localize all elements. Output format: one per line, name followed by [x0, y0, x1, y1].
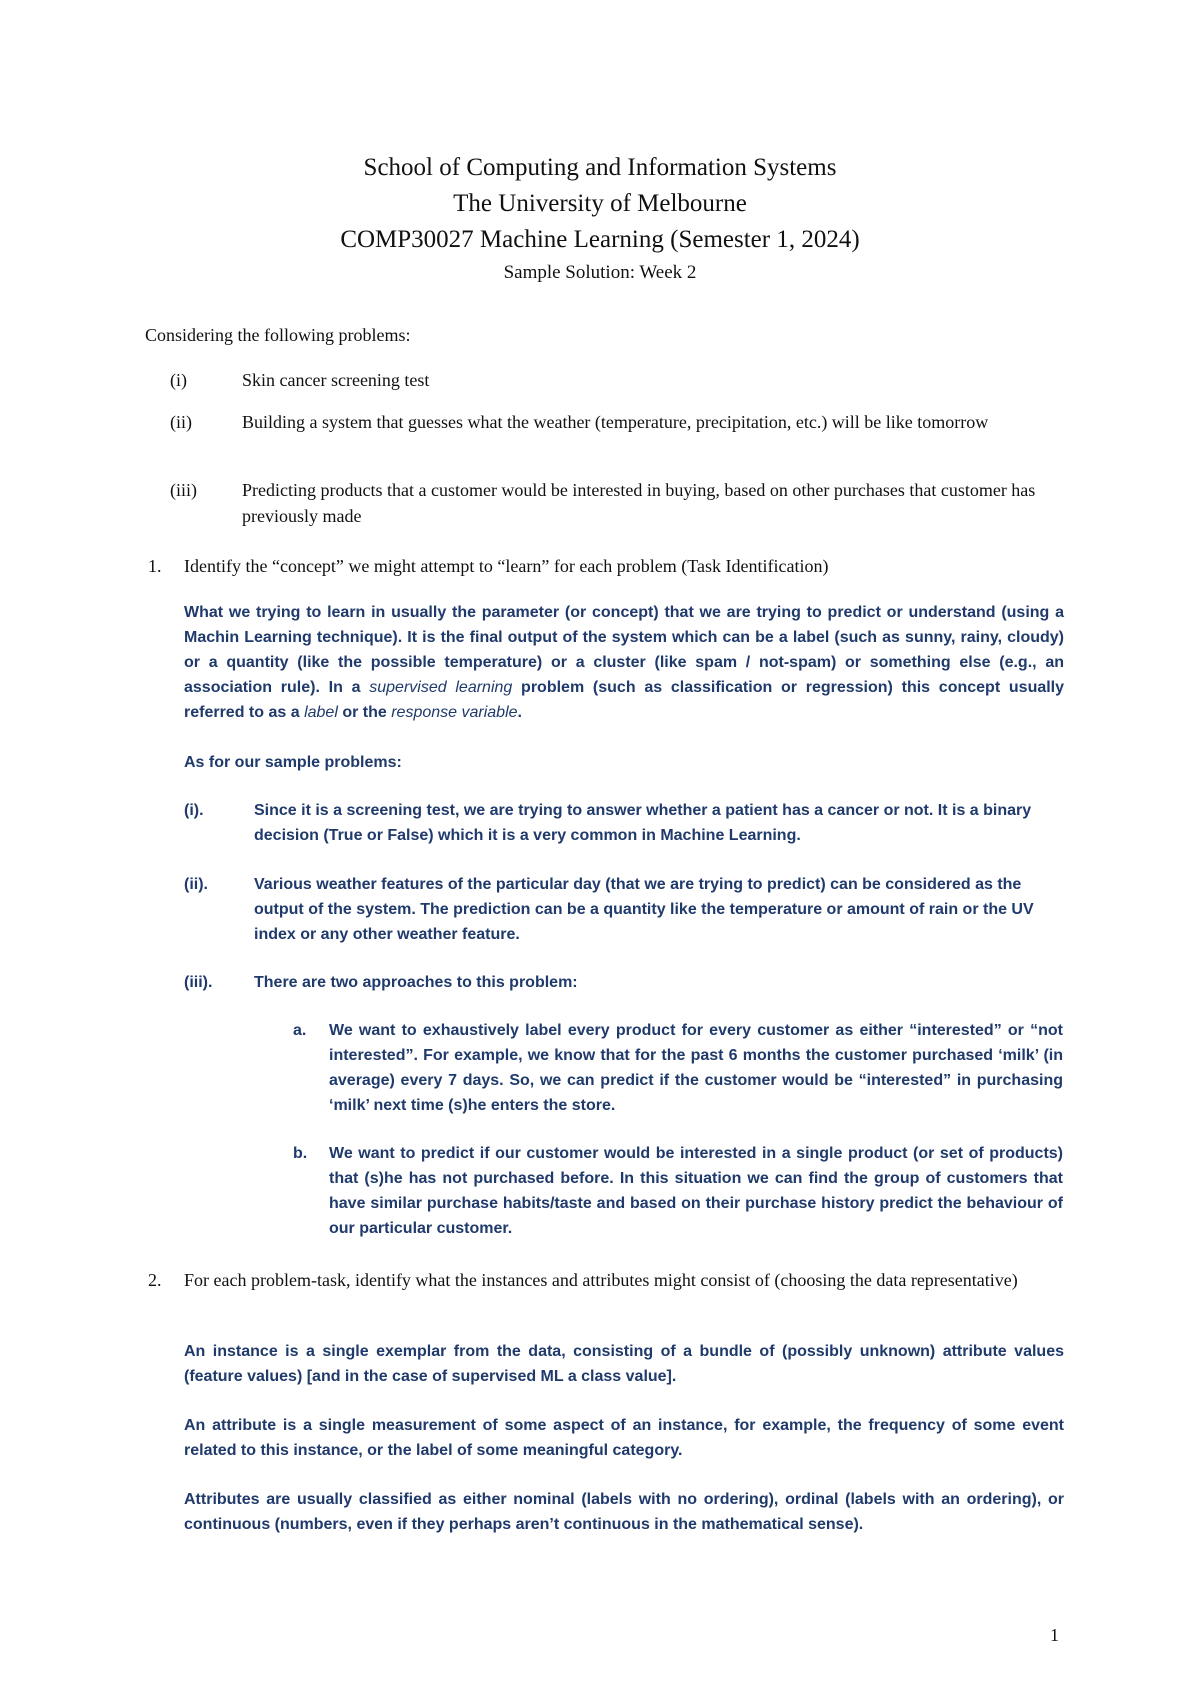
page-number: 1 — [1050, 1625, 1059, 1645]
approach-item — [293, 1018, 1063, 1118]
answer-item-number: (ii). — [184, 876, 208, 893]
answer-item — [184, 798, 1064, 848]
document-header — [0, 150, 1200, 288]
question-number: 2. — [148, 1270, 162, 1290]
school-name: School of Computing and Information Systems — [363, 154, 837, 181]
answer-item-text: Since it is a screening test, we are trying to answer whether a patient has a cancer or not. It is a binary decision (True or False) which it is a very common in Machine Learning. — [254, 802, 1032, 844]
answer-item-text: Various weather features of the particular day (that we are trying to predict) can be considered as the output of the system. The prediction can be a quantity like the temperature or amount of rain or the UV index or any other weather feature. — [254, 876, 1034, 943]
question-number: 1. — [148, 556, 162, 576]
approach-item — [293, 1141, 1063, 1241]
answer-item — [184, 970, 1064, 995]
question-1 — [148, 553, 1063, 579]
question-2 — [148, 1267, 1063, 1293]
answer-paragraph: Attributes are usually classified as either nominal (labels with no ordering), ordinal (labels with an ordering), or continuous (numbers, even if they perhaps aren’t continuous in the mathematical sense). — [184, 1491, 1064, 1533]
problem-number: (i) — [170, 370, 187, 390]
approach-text: We want to exhaustively label every product for every customer as either “interested” or “not interested”. For example, we know that for the past 6 months the customer purchased ‘milk’ (in average) every 7 days. So, we can predict if the customer would be “interested” in purchasing ‘milk’ next time (s)he enters the store. — [329, 1022, 1063, 1114]
problem-item — [170, 409, 1060, 435]
approach-letter: b. — [293, 1145, 308, 1162]
intro-text: Considering the following problems: — [145, 325, 411, 345]
sample-heading: As for our sample problems: — [184, 754, 402, 771]
question-text: For each problem-task, identify what the instances and attributes might consist of (choosing the data representative) — [184, 1270, 1018, 1290]
answer-paragraph: An attribute is a single measurement of some aspect of an instance, for example, the frequency of some event related to this instance, or the label of some meaningful category. — [184, 1417, 1064, 1459]
university-name: The University of Melbourne — [453, 190, 747, 217]
answer-item — [184, 872, 1064, 947]
problem-number: (iii) — [170, 480, 197, 500]
problem-item — [170, 477, 1060, 529]
problem-item — [170, 367, 1060, 393]
problem-text: Skin cancer screening test — [242, 370, 430, 390]
problem-number: (ii) — [170, 412, 192, 432]
answer-item-text: There are two approaches to this problem: — [254, 974, 578, 991]
course-title: COMP30027 Machine Learning (Semester 1, 2024) — [340, 226, 860, 253]
problem-text: Predicting products that a customer would be interested in buying, based on other purchases that customer has previously made — [242, 480, 1036, 526]
answer-item-number: (iii). — [184, 974, 213, 991]
problem-text: Building a system that guesses what the weather (temperature, precipitation, etc.) will be like tomorrow — [242, 412, 989, 432]
answer-paragraph: What we trying to learn in usually the parameter (or concept) that we are trying to predict or understand (using a Machin Learning technique). It is the final output of the system which can be a label (such as sunny, rainy, cloudy) or a quantity (like the possible temperature) or a cluster (like spam / not-spam) or something else (e.g., an association rule). In a supervised learning problem (such as classification or regression) this concept usually referred to as a label or the response variable. — [184, 604, 1065, 721]
answer-paragraph: An instance is a single exemplar from the data, consisting of a bundle of (possibly unknown) attribute values (feature values) [and in the case of supervised ML a class value]. — [184, 1343, 1064, 1385]
approach-letter: a. — [293, 1022, 307, 1039]
question-text: Identify the “concept” we might attempt to “learn” for each problem (Task Identification) — [184, 556, 829, 576]
approach-text: We want to predict if our customer would be interested in a single product (or set of products) that (s)he has not purchased before. In this situation we can find the group of customers that have similar purchase habits/taste and based on their purchase history predict the behaviour of our particular customer. — [329, 1145, 1063, 1237]
answer-item-number: (i). — [184, 802, 204, 819]
document-subtitle: Sample Solution: Week 2 — [503, 262, 697, 283]
